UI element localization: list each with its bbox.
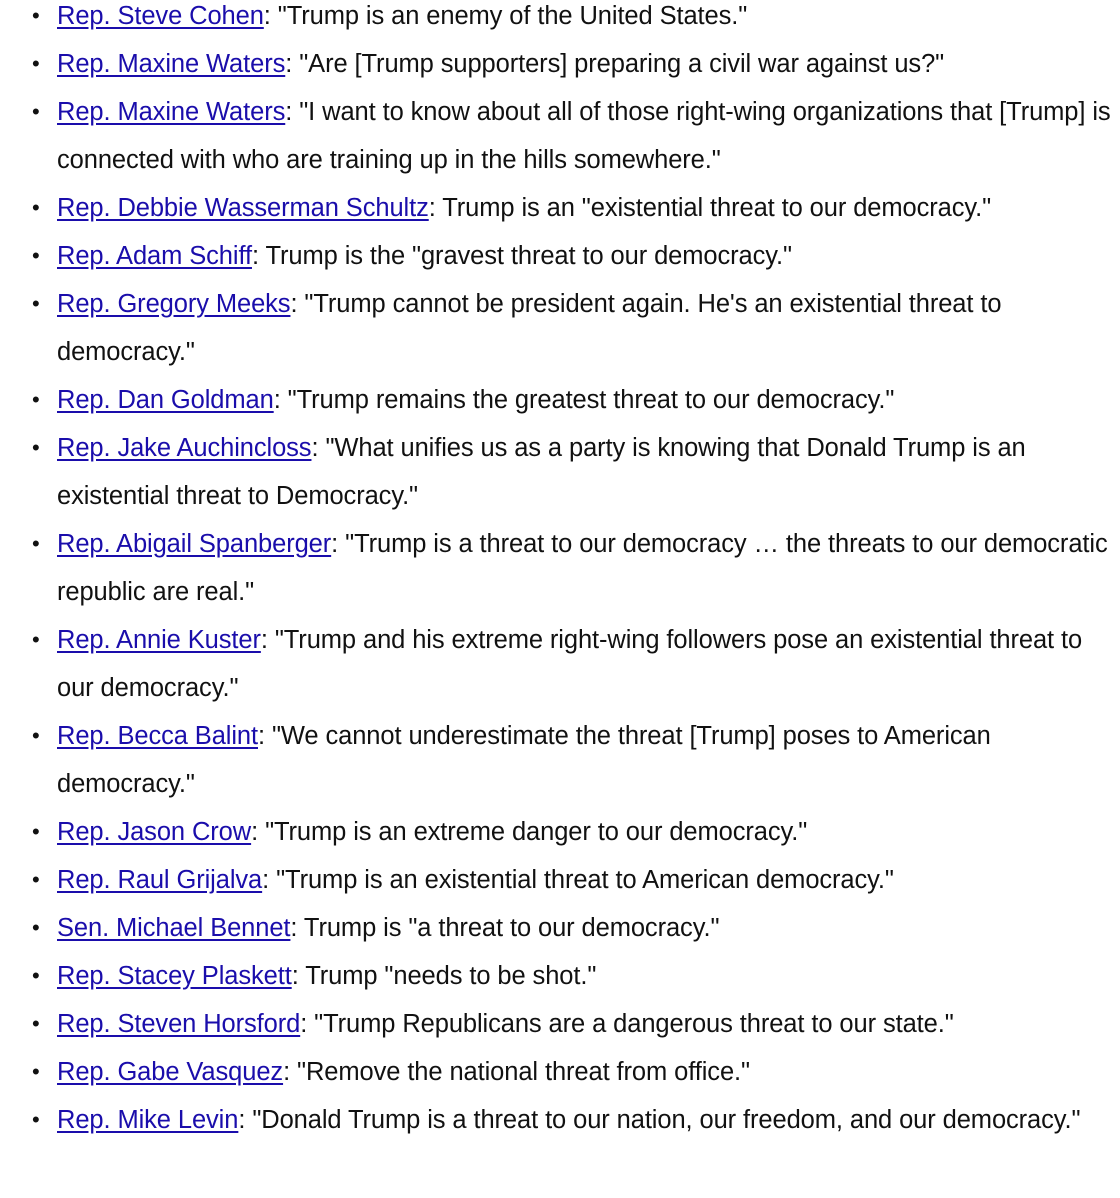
list-item [0, 232, 1120, 280]
list-item [0, 808, 1120, 856]
quote-text: : Trump is the "gravest threat to our democracy." [251, 242, 792, 270]
quote-text: : "Trump remains the greatest threat to our democracy." [273, 386, 895, 414]
list-item [0, 88, 1120, 184]
list-item [0, 1048, 1120, 1096]
speaker-link[interactable]: Rep. Dan Goldman [57, 386, 274, 414]
speaker-link[interactable]: Sen. Michael Bennet [57, 914, 291, 942]
speaker-link[interactable]: Rep. Maxine Waters [57, 98, 286, 126]
speaker-link[interactable]: Rep. Stacey Plaskett [57, 962, 292, 990]
list-item [0, 0, 1120, 40]
quote-text: : "Trump is a threat to our democracy … the threats to our democratic republic are real." [57, 530, 1108, 606]
quote-text: : "Trump and his extreme right-wing followers pose an existential threat to our democracy." [57, 626, 1083, 702]
speaker-link[interactable]: Rep. Jason Crow [57, 818, 252, 846]
list-item [0, 856, 1120, 904]
speaker-link[interactable]: Rep. Raul Grijalva [57, 866, 263, 894]
list-item [0, 904, 1120, 952]
speaker-link[interactable]: Rep. Annie Kuster [57, 626, 261, 654]
quote-text: : Trump "needs to be shot." [291, 962, 597, 990]
speaker-link[interactable]: Rep. Gregory Meeks [57, 290, 291, 318]
quote-text: : Trump is an "existential threat to our democracy." [428, 194, 992, 222]
list-item [0, 1096, 1120, 1144]
list-item [0, 952, 1120, 1000]
speaker-link[interactable]: Rep. Jake Auchincloss [57, 434, 312, 462]
list-item [0, 280, 1120, 376]
quote-text: : "We cannot underestimate the threat [Trump] poses to American democracy." [57, 722, 991, 798]
quote-text: : "Trump is an extreme danger to our democracy." [251, 818, 808, 846]
quote-text: : "Trump is an existential threat to American democracy." [262, 866, 894, 894]
speaker-link[interactable]: Rep. Becca Balint [57, 722, 258, 750]
list-item [0, 424, 1120, 520]
speaker-link[interactable]: Rep. Gabe Vasquez [57, 1058, 284, 1086]
list-item [0, 376, 1120, 424]
quote-text: : "Remove the national threat from office." [283, 1058, 750, 1086]
list-item [0, 184, 1120, 232]
list-item [0, 712, 1120, 808]
speaker-link[interactable]: Rep. Mike Levin [57, 1106, 239, 1134]
list-item [0, 40, 1120, 88]
speaker-link[interactable]: Rep. Abigail Spanberger [57, 530, 332, 558]
speaker-link[interactable]: Rep. Steve Cohen [57, 2, 264, 30]
quote-text: : "Trump Republicans are a dangerous threat to our state." [300, 1010, 954, 1038]
quote-text: : Trump is "a threat to our democracy." [290, 914, 720, 942]
quote-text: : "Donald Trump is a threat to our nation, our freedom, and our democracy." [238, 1106, 1081, 1134]
speaker-link[interactable]: Rep. Maxine Waters [57, 50, 286, 78]
page-right-margin [1112, 0, 1120, 1198]
quote-text: : "What unifies us as a party is knowing that Donald Trump is an existential threat to Democracy." [57, 434, 1026, 510]
quote-text: : "Are [Trump supporters] preparing a civil war against us?" [285, 50, 945, 78]
quote-text: : "Trump cannot be president again. He's an existential threat to democracy." [57, 290, 1002, 366]
list-item [0, 616, 1120, 712]
quote-text: : "I want to know about all of those right-wing organizations that [Trump] is connected with who are training up in the hills somewhere." [57, 98, 1111, 174]
speaker-link[interactable]: Rep. Debbie Wasserman Schultz [57, 194, 429, 222]
quote-text: : "Trump is an enemy of the United States." [263, 2, 748, 30]
page-left-margin [0, 0, 6, 1198]
speaker-link[interactable]: Rep. Steven Horsford [57, 1010, 301, 1038]
speaker-link[interactable]: Rep. Adam Schiff [57, 242, 252, 270]
list-item [0, 1000, 1120, 1048]
list-item [0, 520, 1120, 616]
